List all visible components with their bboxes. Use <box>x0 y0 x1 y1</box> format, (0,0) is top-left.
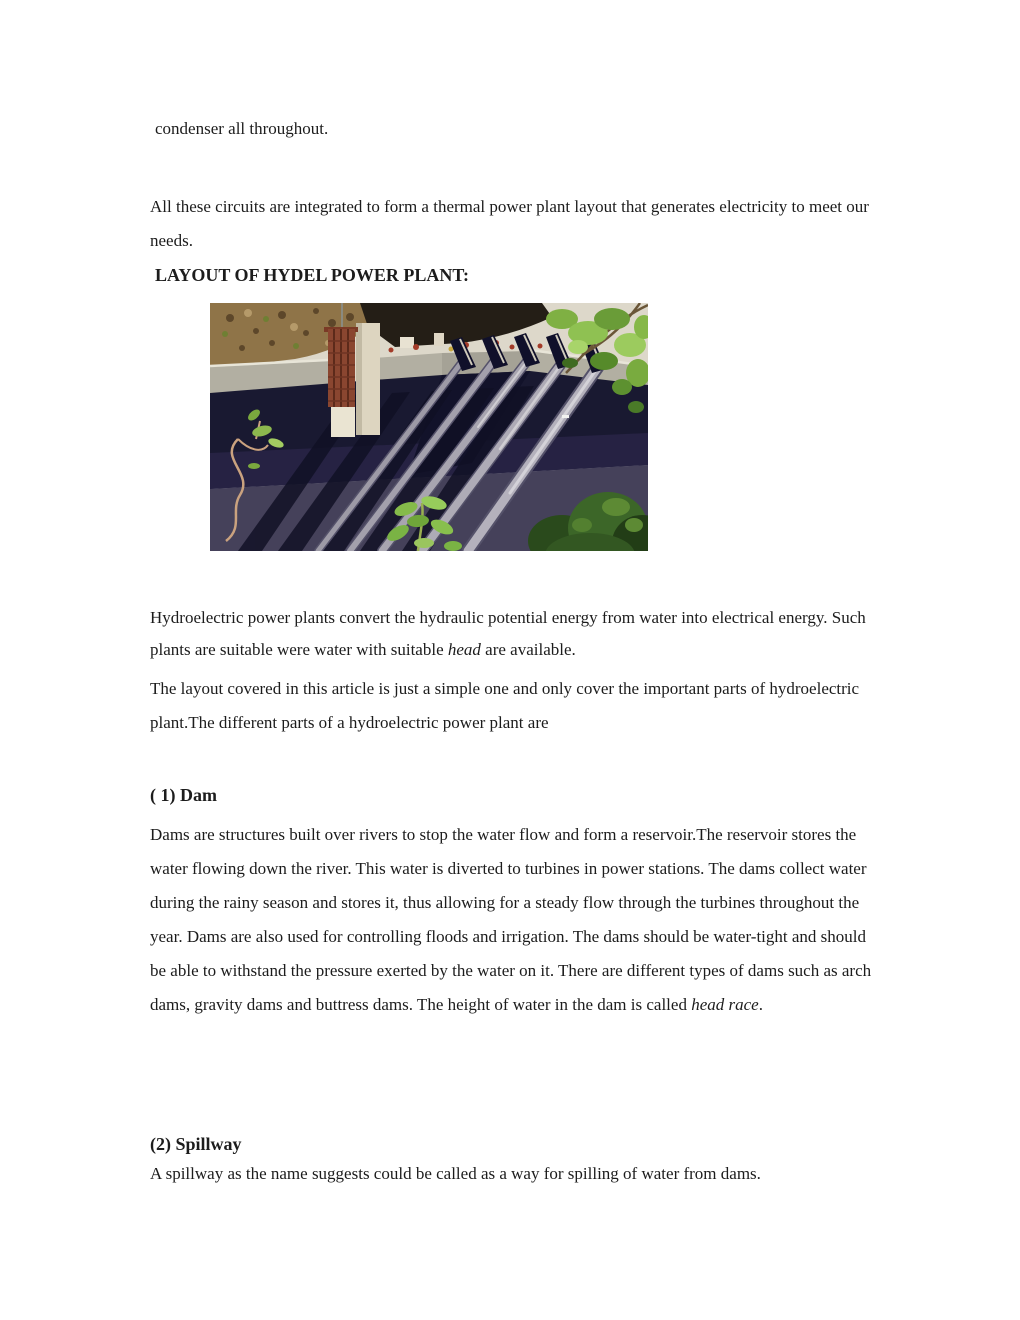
hydro-paragraph-text: Hydroelectric power plants convert the hydraulic potential energy from water into electrical energy. Such plants are suitable were water with suitable <box>150 608 866 659</box>
layout-heading: LAYOUT OF HYDEL POWER PLANT: <box>155 265 470 285</box>
dam-photo-graphic <box>210 303 648 551</box>
hydro-paragraph-italic-term: head <box>447 640 481 659</box>
dam-paragraph <box>150 818 884 1022</box>
layout-paragraph: The layout covered in this article is just a simple one and only cover the important parts of hydroelectric plant.The different parts of a hydroelectric power plant are <box>150 679 860 732</box>
spillway-paragraph: A spillway as the name suggests could be called as a way for spilling of water from dams. <box>150 1164 761 1183</box>
dam-paragraph-text-end: . <box>758 995 763 1014</box>
hydel-dam-photo <box>210 303 648 551</box>
intro-line: condenser all throughout. <box>155 119 329 138</box>
dam-paragraph-italic-term: head race <box>691 995 759 1014</box>
spillway-heading: (2) Spillway <box>150 1134 242 1154</box>
dam-heading: ( 1) Dam <box>150 785 217 805</box>
hydro-paragraph <box>150 602 884 666</box>
thermal-paragraph: All these circuits are integrated to form a thermal power plant layout that generates electricity to meet our needs. <box>150 197 869 250</box>
dam-paragraph-text: Dams are structures built over rivers to stop the water flow and form a reservoir.The reservoir stores the water flowing down the river. This water is diverted to turbines in power stations. The dams collect water during the rainy season and stores it, thus allowing for a steady flow through the turbines throughout the year. Dams are also used for controlling floods and irrigation. The dams should be water-tight and should be able to withstand the pressure exerted by the water on it. There are different types of dams such as arch dams, gravity dams and buttress dams. The height of water in the dam is called <box>150 825 872 1014</box>
hydro-paragraph-text-end: are available. <box>480 640 576 659</box>
